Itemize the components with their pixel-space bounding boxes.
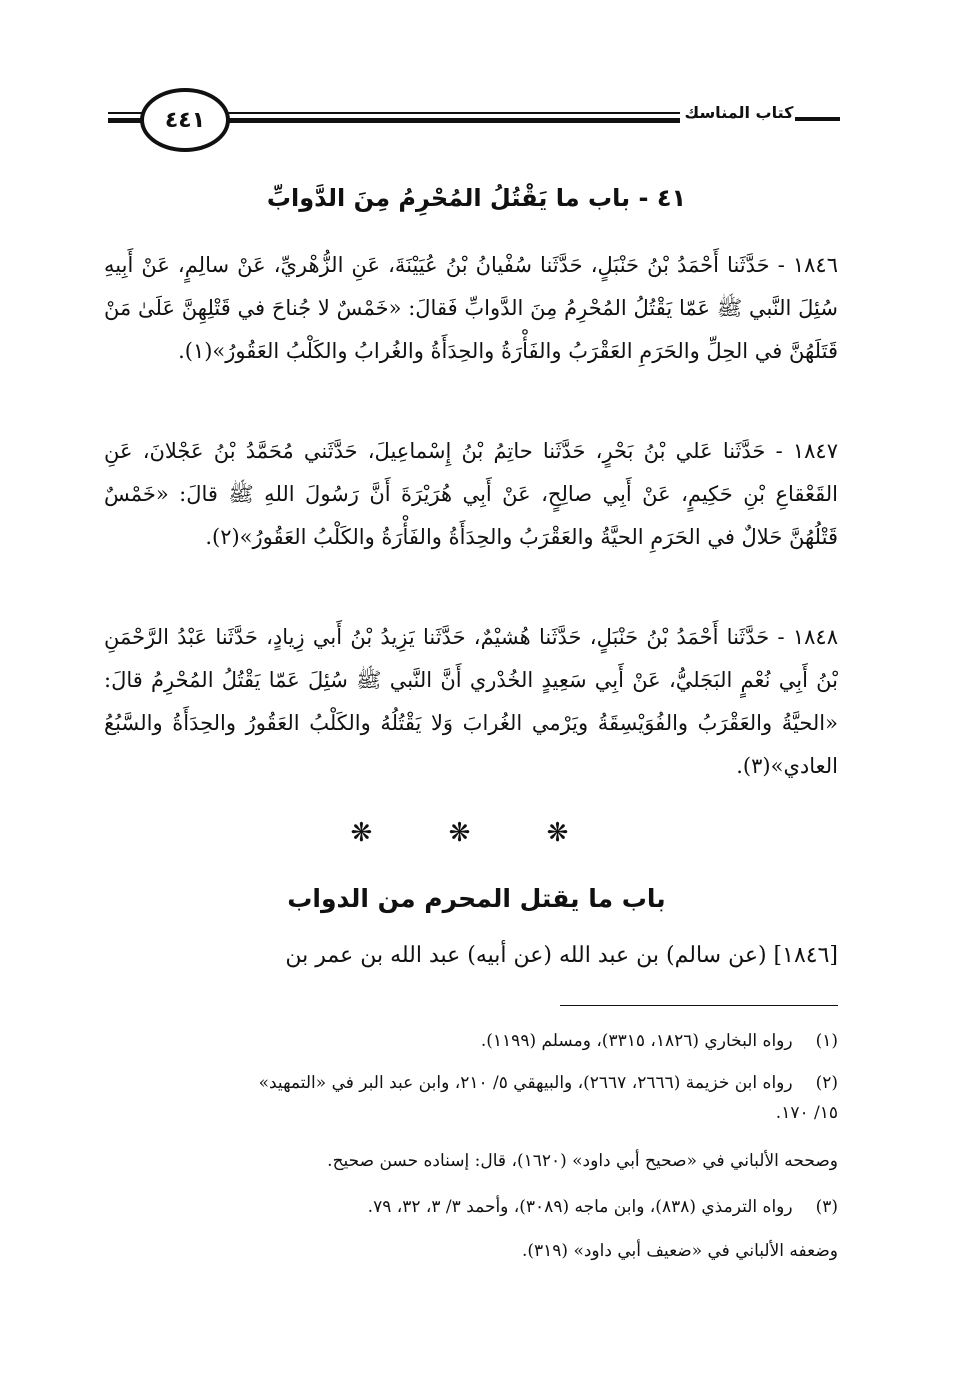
footnote-2-text: رواه ابن خزيمة (٢٦٦٦، ٢٦٦٧)، والبيهقي ٥/ ٢١٠، وابن عبد البر في «التمهيد» — [258, 1073, 793, 1093]
header-rule-thin-right — [218, 112, 680, 114]
page-number: ٤٤١ — [164, 107, 206, 133]
hadith-1847: ١٨٤٧ - حَدَّثَنا عَلي بْنُ بَحْرٍ، حَدَّثَنا حاتِمُ بْنُ إِسْماعِيلَ، حَدَّثَني مُحَمَّدُ بْنُ عَجْلانَ، عَنِ القَعْقاعِ بْنِ حَكِيمٍ، عَنْ أَبِي صالِحٍ، عَنْ أَبِي هُرَيْرَةَ أَنَّ رَسُولَ اللهِ ﷺ قالَ: «خَمْسٌ قَتْلُهُنَّ حَلالٌ في الحَرَمِ الحيَّةُ والعَقْرَبُ والحِدَأَةُ والفَأْرَةُ والكَلْبُ العَقُورُ»(٢). — [104, 439, 838, 549]
commentary-text: [١٨٤٦] (عن سالم) بن عبد الله (عن أبيه) عبد الله بن عمر بن — [285, 943, 838, 968]
hadith-1848: ١٨٤٨ - حَدَّثَنا أَحْمَدُ بْنُ حَنْبَلٍ، حَدَّثَنا هُشيْمٌ، حَدَّثَنا يَزِيدُ بْنُ أَبي زِيادٍ، حَدَّثَنا عَبْدُ الرَّحْمَنِ بْنُ أَبِي نُعْمٍ البَجَليُّ، عَنْ أَبِي سَعِيدٍ الخُدْري أَنَّ النَّبي ﷺ سُئِلَ عَمّا يَقْتُلُ المُحْرِمُ قالَ: «الحيَّةُ والعَقْرَبُ والفُوَيْسِقَةُ ويَرْمي الغُرابَ وَلا يَقْتُلُهُ والكَلْبُ العَقُورُ والحِدَأَةُ والسَّبُعُ العادي»(٣). — [104, 625, 838, 778]
footnote-rule — [560, 1005, 838, 1006]
page-number-oval — [140, 88, 230, 152]
footnote-2 — [104, 1068, 838, 1098]
footnote-2-continuation: ١٥/ ١٧٠. — [775, 1103, 838, 1123]
chapter-title: ٤١ - باب ما يَقْتُلُ المُحْرِمُ مِنَ الدَّوابِّ — [266, 184, 687, 212]
header-rule-tail — [795, 117, 840, 121]
footnote-3-number: (٣) — [815, 1197, 838, 1217]
footnote-3 — [104, 1192, 838, 1222]
running-head: كتاب المناسك — [684, 103, 794, 122]
hadith-1846: ١٨٤٦ - حَدَّثَنا أَحْمَدُ بْنُ حَنْبَلٍ، حَدَّثَنا سُفْيانُ بْنُ عُيَيْنَةَ، عَنِ الزُّهْريِّ، عَنْ سالِمٍ، عَنْ أَبِيهِ سُئِلَ النَّبي ﷺ عَمّا يَقْتُلُ المُحْرِمُ مِنَ الدَّوابِّ فَقالَ: «خَمْسٌ لا جُناحَ في قَتْلِهِنَّ عَلَىٰ مَنْ قَتَلَهُنَّ في الحِلِّ والحَرَمِ العَقْرَبُ والفَأْرَةُ والحِدَأَةُ والغُرابُ والكَلْبُ العَقُورُ»(١). — [104, 253, 838, 363]
section-separator: ❋ ❋ ❋ — [350, 818, 603, 848]
footnote-2-note: وصححه الألباني في «صحيح أبي داود» (١٦٢٠)، قال: إسناده حسن صحيح. — [327, 1151, 838, 1171]
footnote-1-text: رواه البخاري (١٨٢٦، ٣٣١٥)، ومسلم (١١٩٩). — [480, 1031, 793, 1051]
footnote-3-text: رواه الترمذي (٨٣٨)، وابن ماجه (٣٠٨٩)، وأحمد ٣/ ٣، ٣٢، ٧٩. — [367, 1197, 793, 1217]
footnote-2-number: (٢) — [815, 1073, 838, 1093]
footnote-1-number: (١) — [815, 1031, 838, 1051]
footnote-3-note: وضعفه الألباني في «ضعيف أبي داود» (٣١٩). — [521, 1241, 838, 1261]
footnote-1 — [104, 1026, 838, 1056]
commentary-title: باب ما يقتل المحرم من الدواب — [287, 884, 666, 913]
header-rule-thick-right — [218, 118, 680, 123]
